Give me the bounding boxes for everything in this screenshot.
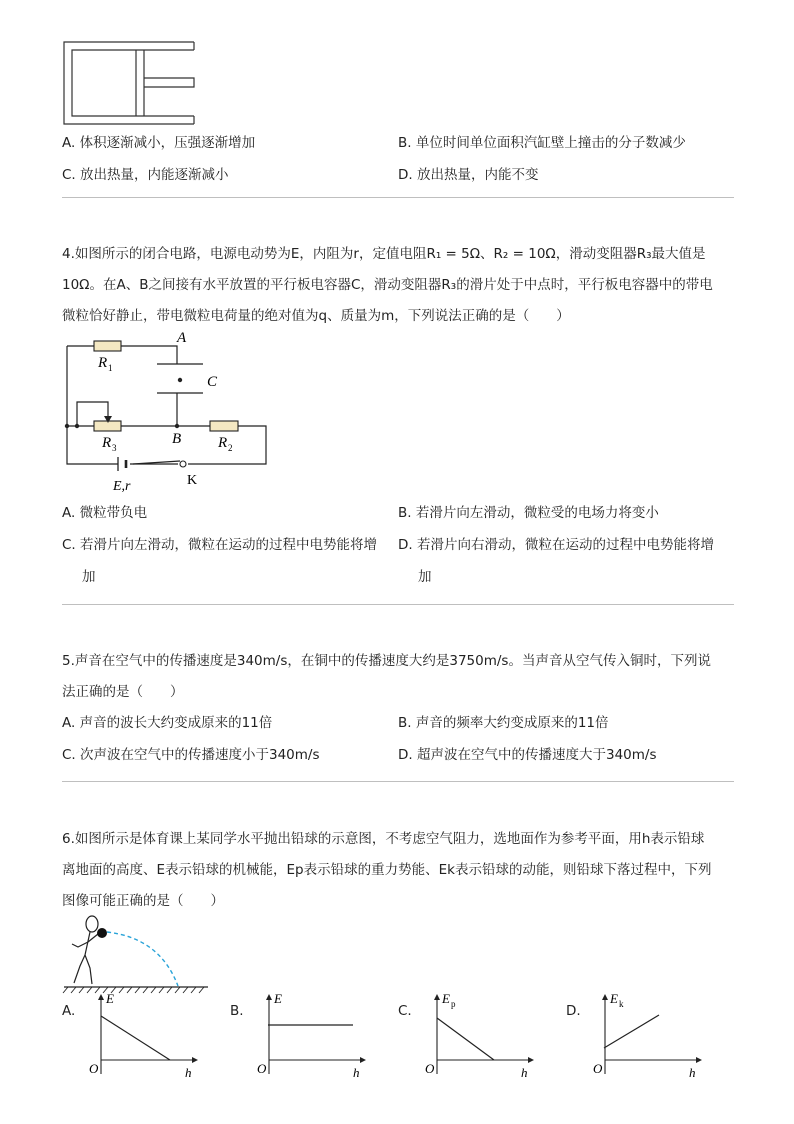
q4-stem-line1: 4.如图所示的闭合电路，电源电动势为E，内阻为r，定值电阻R₁ = 5Ω、R₂ = 10Ω，滑动变阻器R₃最大值是 (62, 246, 706, 262)
y-axis-label: E (274, 991, 282, 1006)
graph-line (604, 1015, 659, 1048)
q5-option-d: D. 超声波在空气中的传播速度大于340m/s (398, 747, 657, 763)
q4-option-c-line1: C. 若滑片向左滑动，微粒在运动的过程中电势能将增 (62, 537, 378, 553)
q3-option-d: D. 放出热量，内能不变 (398, 167, 539, 183)
q5-stem-line2: 法正确的是（ ） (62, 684, 184, 700)
q4-stem-line3: 微粒恰好静止，带电微粒电荷量的绝对值为q、质量为m，下列说法正确的是（ ） (62, 308, 570, 324)
origin-label: O (593, 1061, 603, 1076)
q6-stem-line3: 图像可能正确的是（ ） (62, 893, 224, 909)
graph-option-label: D. (566, 1003, 581, 1019)
label-r1: R (98, 355, 108, 371)
label-a: A (177, 330, 187, 346)
q4-stem-line2: 10Ω。在A、B之间接有水平放置的平行板电容器C，滑动变阻器R₃的滑片处于中点时，平行板电容器中的带电 (62, 277, 713, 293)
x-axis-arrow (696, 1057, 702, 1063)
q5-option-a: A. 声音的波长大约变成原来的11倍 (62, 715, 273, 731)
y-axis-label: E (610, 991, 618, 1006)
graph-option-label: A. (62, 1003, 76, 1019)
y-axis-label: E (442, 991, 450, 1006)
x-axis-label: h (521, 1065, 528, 1080)
q3-option-b: B. 单位时间单位面积汽缸壁上撞击的分子数减少 (398, 135, 686, 151)
q6-stem-line1: 6.如图所示是体育课上某同学水平抛出铅球的示意图，不考虑空气阻力，选地面作为参考平面，用h表示铅球 (62, 831, 705, 847)
origin-label: O (89, 1061, 99, 1076)
y-axis-label-sub: p (451, 999, 456, 1009)
graph-option-label: B. (230, 1003, 244, 1019)
y-axis-label-sub: k (619, 999, 624, 1009)
y-axis-label: E (106, 991, 114, 1006)
q3-option-a: A. 体积逐渐减小，压强逐渐增加 (62, 135, 256, 151)
q4-option-d-line2: 加 (418, 569, 432, 585)
x-axis-label: h (185, 1065, 192, 1080)
label-r2: R (218, 435, 228, 451)
q5-option-c: C. 次声波在空气中的传播速度小于340m/s (62, 747, 320, 763)
label-r2-sub: 2 (228, 443, 233, 453)
label-r3: R (102, 435, 112, 451)
x-axis-label: h (689, 1065, 696, 1080)
origin-label: O (257, 1061, 267, 1076)
q4-option-c-line2: 加 (82, 569, 96, 585)
x-axis-label: h (353, 1065, 360, 1080)
q4-option-a: A. 微粒带负电 (62, 505, 148, 521)
graph-option-label: C. (398, 1003, 412, 1019)
label-switch: K (187, 473, 198, 488)
label-r3-sub: 3 (112, 443, 117, 453)
q3-option-c: C. 放出热量，内能逐渐减小 (62, 167, 229, 183)
q6-stem-line2: 离地面的高度、E表示铅球的机械能，Ep表示铅球的重力势能、Ek表示铅球的动能，则铅球下落过程中，下列 (62, 862, 712, 878)
q5-option-b: B. 声音的频率大约变成原来的11倍 (398, 715, 609, 731)
q5-stem-line1: 5.声音在空气中的传播速度是340m/s，在铜中的传播速度大约是3750m/s。当声音从空气传入铜时，下列说 (62, 653, 711, 669)
q4-option-d-line1: D. 若滑片向右滑动，微粒在运动的过程中电势能将增 (398, 537, 714, 553)
y-axis-arrow (602, 994, 608, 1000)
q4-option-b: B. 若滑片向左滑动，微粒受的电场力将变小 (398, 505, 659, 521)
label-source: E,r (113, 479, 131, 494)
origin-label: O (425, 1061, 435, 1076)
label-r1-sub: 1 (108, 363, 113, 373)
label-c: C (207, 374, 218, 390)
label-b: B (172, 431, 182, 447)
